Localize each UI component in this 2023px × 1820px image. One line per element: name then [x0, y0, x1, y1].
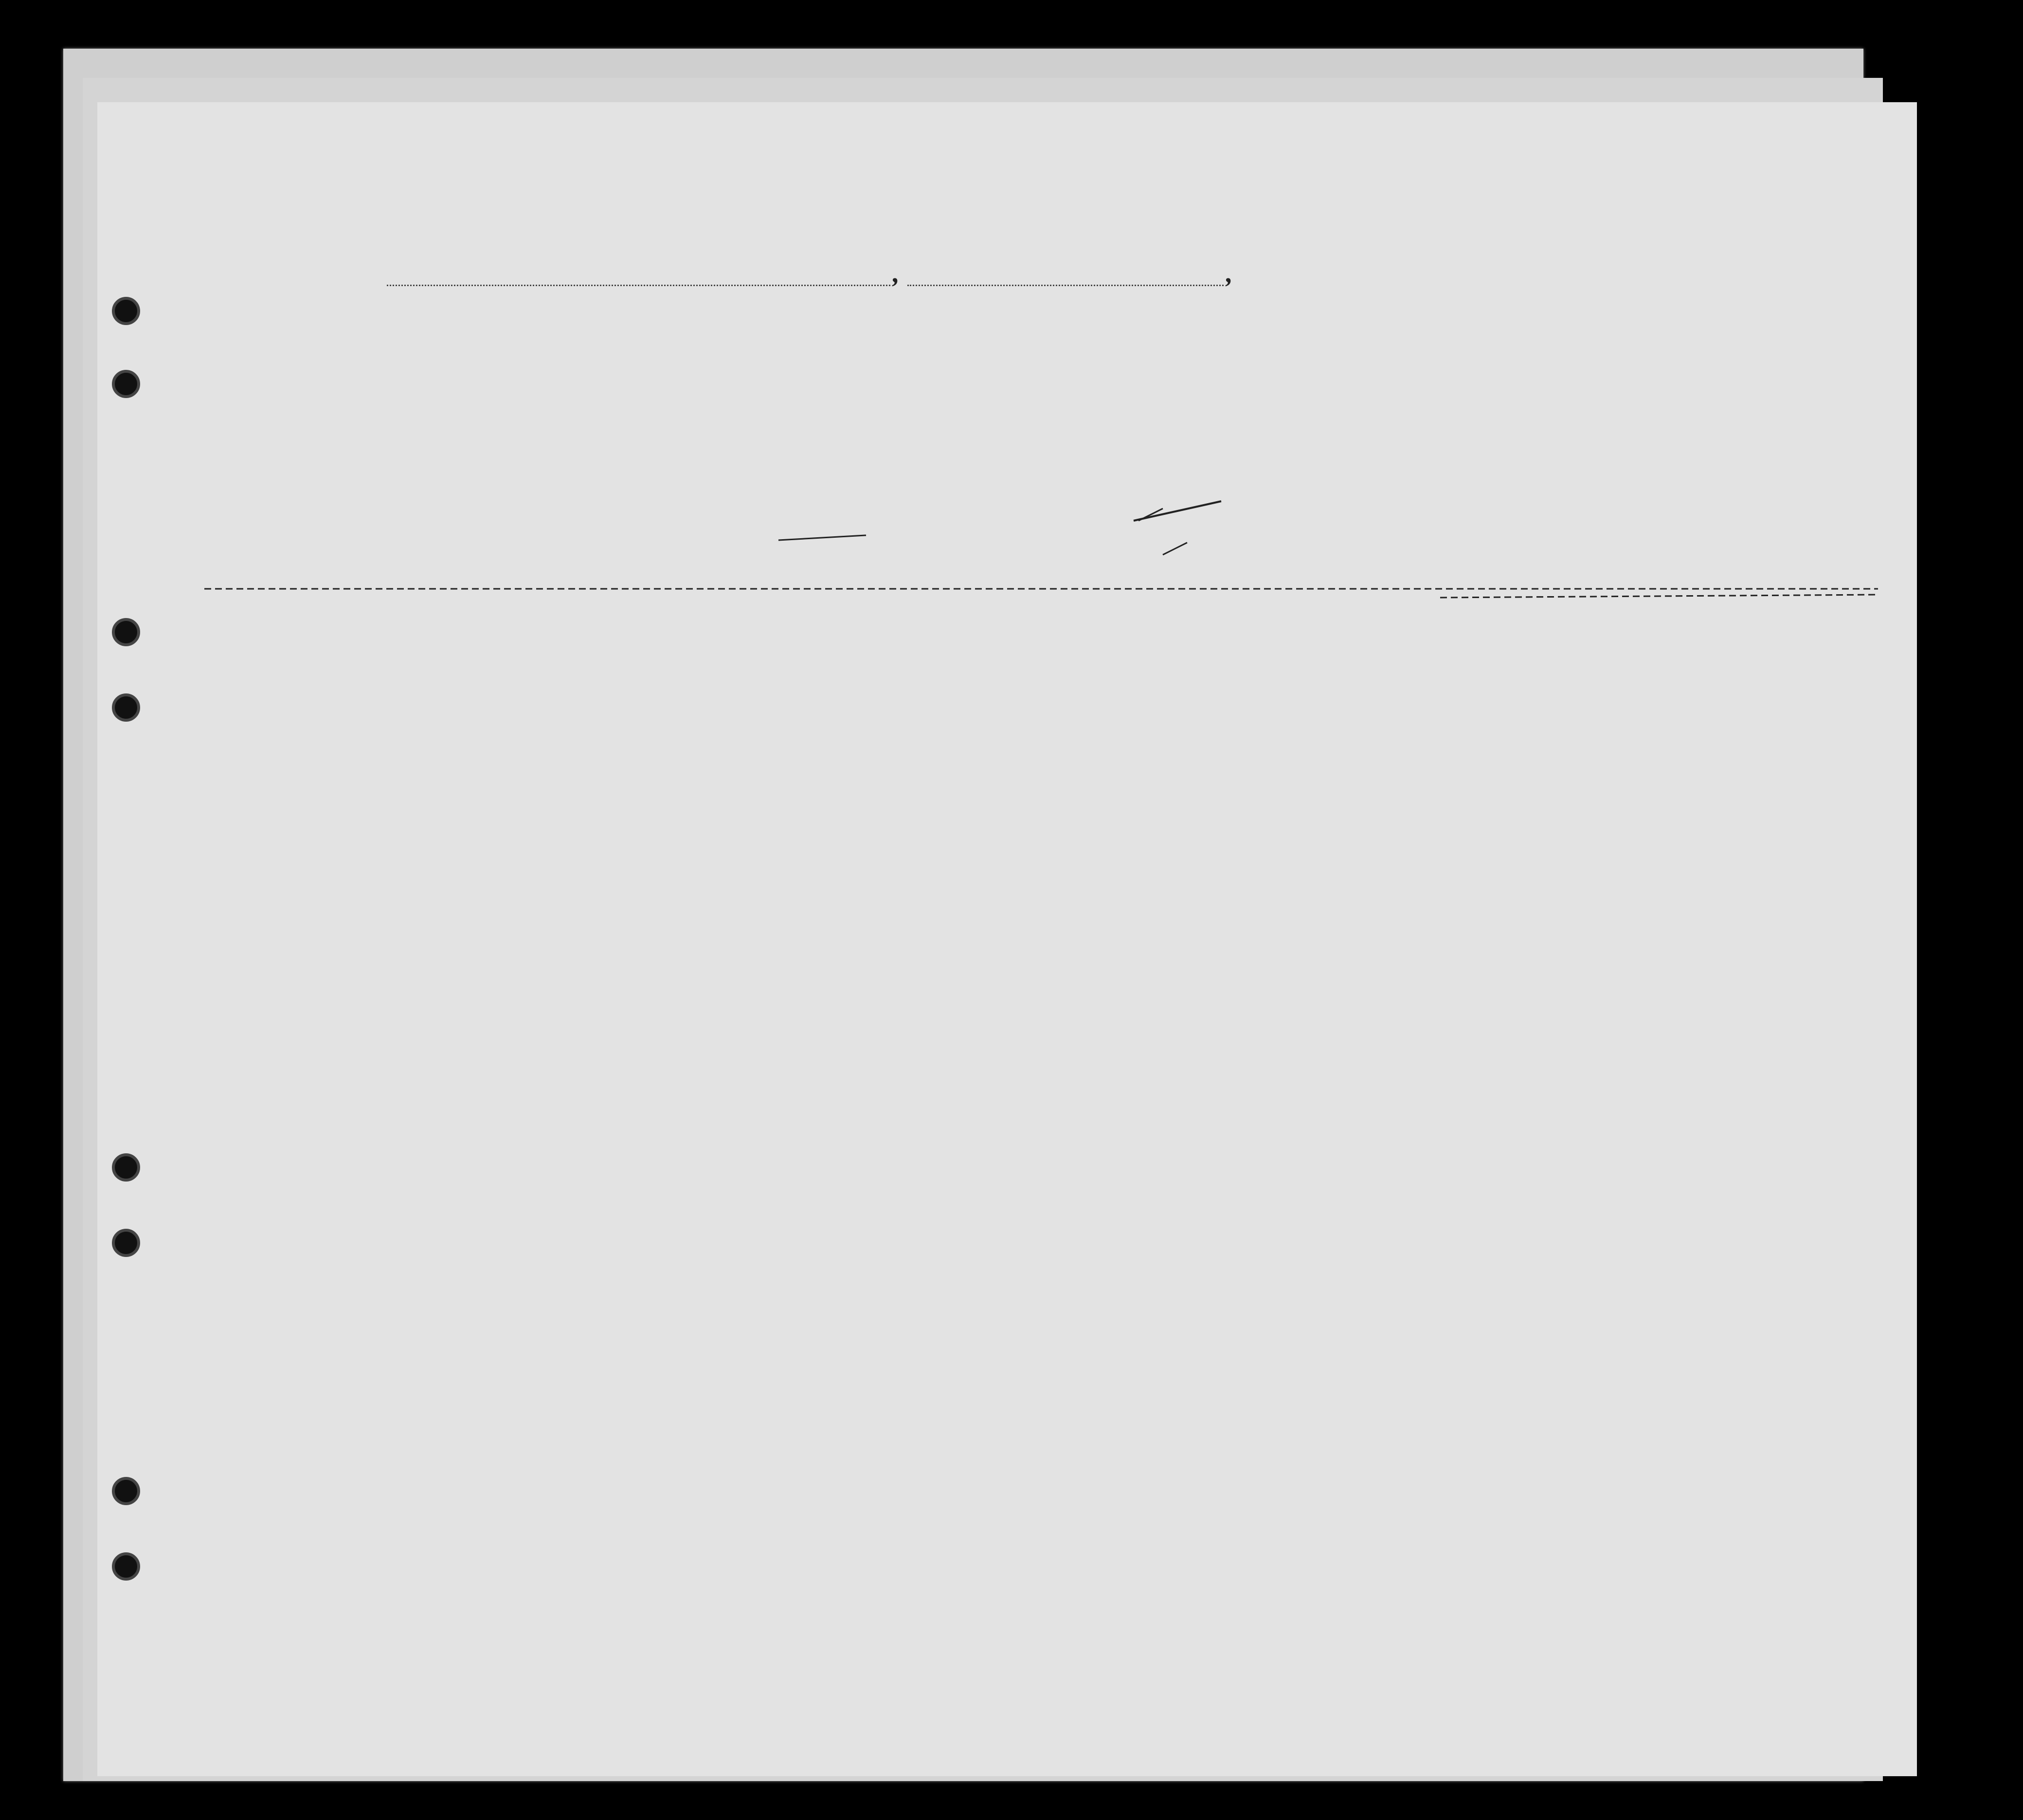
year-label: ,	[1226, 258, 1233, 289]
comma: ,	[893, 258, 900, 289]
